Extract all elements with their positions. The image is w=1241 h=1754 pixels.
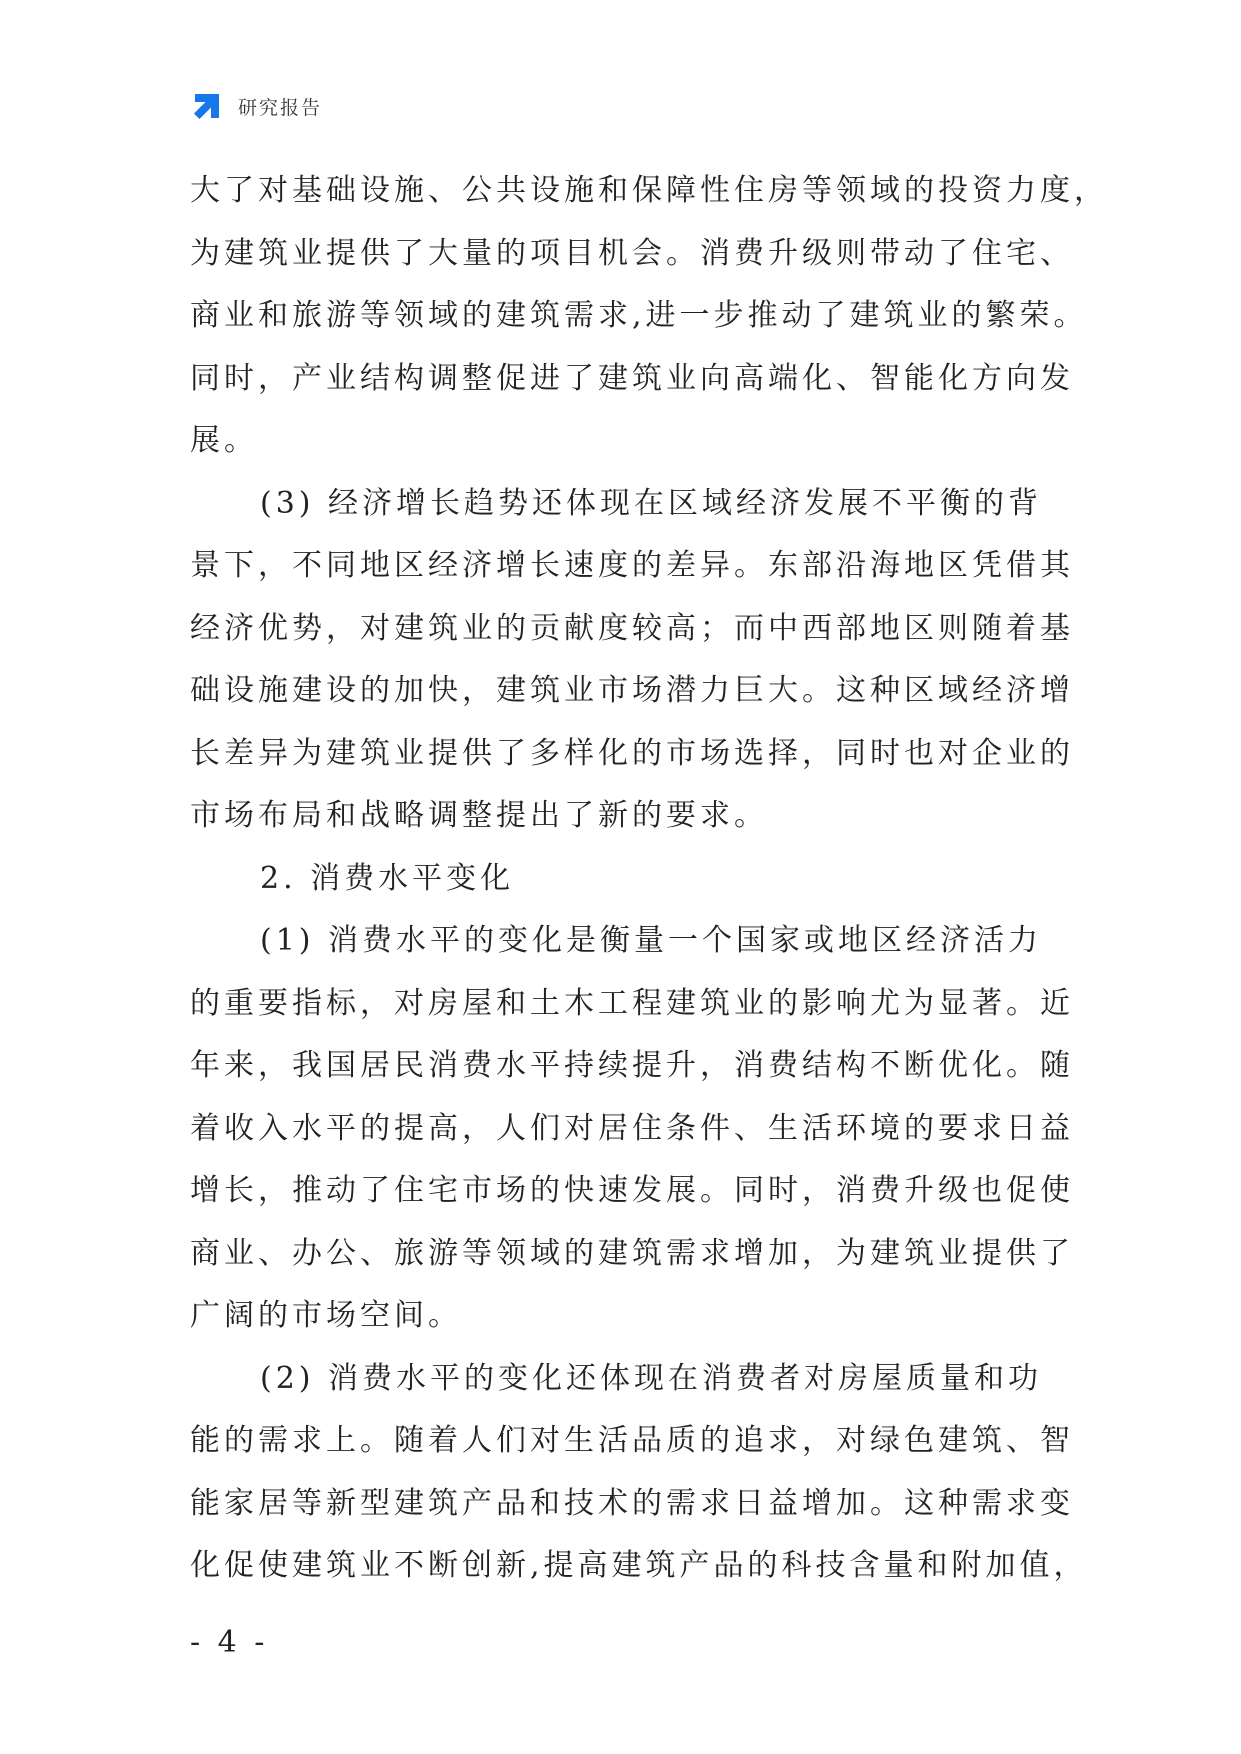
text-line: (2) 消费水平的变化还体现在消费者对房屋质量和功 xyxy=(260,1360,1043,1396)
text-line: 经济优势，对建筑业的贡献度较高；而中西部地区则随着基 xyxy=(190,610,1074,646)
page-header xyxy=(190,89,322,123)
text-line: 展。 xyxy=(190,423,258,458)
text-line: 化促使建筑业不断创新,提高建筑产品的科技含量和附加值， xyxy=(190,1548,1088,1583)
text-line: 长差异为建筑业提供了多样化的市场选择，同时也对企业的 xyxy=(190,735,1074,771)
document-body xyxy=(190,160,1108,1598)
text-line: 增长，推动了住宅市场的快速发展。同时，消费升级也促使 xyxy=(190,1173,1074,1208)
text-line: 能家居等新型建筑产品和技术的需求日益增加。这种需求变 xyxy=(190,1485,1074,1521)
text-line: 能的需求上。随着人们对生活品质的追求，对绿色建筑、智 xyxy=(190,1423,1074,1458)
text-line: 同时，产业结构调整促进了建筑业向高端化、智能化方向发 xyxy=(190,360,1074,396)
text-line: 大了对基础设施、公共设施和保障性住房等领域的投资力度， xyxy=(190,173,1108,208)
text-line: 商业、办公、旅游等领域的建筑需求增加，为建筑业提供了 xyxy=(190,1235,1074,1271)
text-line: (1) 消费水平的变化是衡量一个国家或地区经济活力 xyxy=(260,923,1043,958)
header-title: 研究报告 xyxy=(238,96,323,119)
text-line: 年来，我国居民消费水平持续提升，消费结构不断优化。随 xyxy=(190,1048,1074,1083)
text-line: 景下，不同地区经济增长速度的差异。东部沿海地区凭借其 xyxy=(190,548,1074,583)
text-line: 商业和旅游等领域的建筑需求,进一步推动了建筑业的繁荣。 xyxy=(190,298,1088,333)
arrow-up-right-icon xyxy=(190,89,224,123)
text-line: 的重要指标，对房屋和土木工程建筑业的影响尤为显著。近 xyxy=(190,985,1074,1021)
text-line: 着收入水平的提高，人们对居住条件、生活环境的要求日益 xyxy=(190,1110,1074,1146)
text-line: 为建筑业提供了大量的项目机会。消费升级则带动了住宅、 xyxy=(190,235,1074,271)
text-line: 础设施建设的加快，建筑业市场潜力巨大。这种区域经济增 xyxy=(190,673,1074,708)
text-line: 2. 消费水平变化 xyxy=(260,860,515,896)
text-line: (3) 经济增长趋势还体现在区域经济发展不平衡的背 xyxy=(260,485,1043,521)
text-line: 广阔的市场空间。 xyxy=(190,1298,462,1333)
text-line: 市场布局和战略调整提出了新的要求。 xyxy=(190,798,768,833)
page-number: - 4 - xyxy=(190,1625,269,1660)
